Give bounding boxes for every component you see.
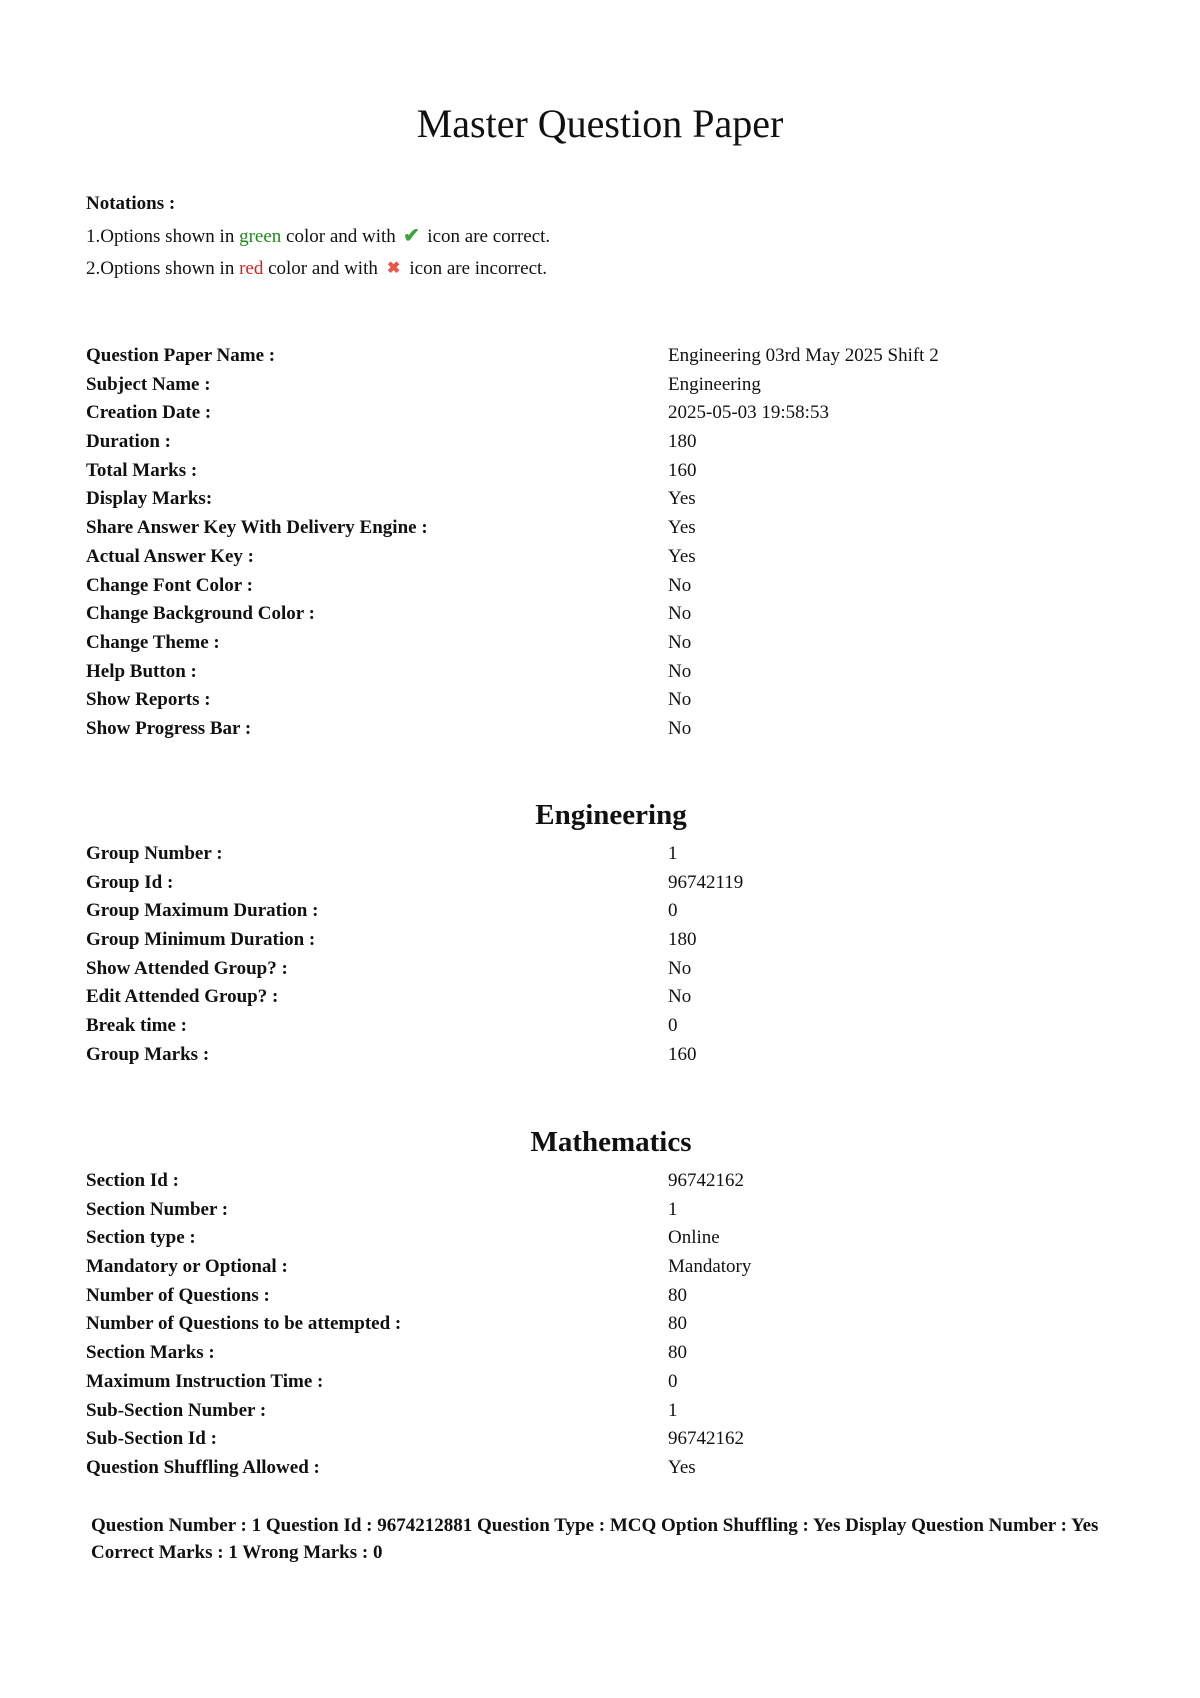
info-value: 160 [668,459,697,481]
notation-correct-prefix: 1.Options shown in [86,226,240,247]
info-value: No [668,574,692,596]
info-row [86,869,1126,898]
section-info-table [86,1167,1126,1483]
notation-incorrect-prefix: 2.Options shown in [86,258,240,279]
info-label: Edit Attended Group? : [86,986,279,1008]
info-label: Sub-Section Number : [86,1399,267,1421]
info-row [86,457,1126,486]
info-value: 0 [668,1015,678,1037]
info-label: Number of Questions to be attempted : [86,1313,402,1335]
info-label: Section Number : [86,1198,229,1220]
info-label: Duration : [86,431,171,453]
info-label: Display Marks: [86,488,213,510]
page-title: Master Question Paper [416,101,784,146]
info-row [86,897,1126,926]
info-row [86,1041,1126,1070]
info-label: Question Shuffling Allowed : [86,1456,320,1478]
question-meta: Question Number : 1 Question Id : 9674212881 Question Type : MCQ Option Shuffling : Yes Display Question Number : Yes [91,1515,1099,1536]
info-row [86,1368,1126,1397]
info-row [86,572,1126,601]
info-value: Engineering 03rd May 2025 Shift 2 [668,345,939,366]
info-value: No [668,717,692,739]
info-row [86,1253,1126,1282]
info-label: Actual Answer Key : [86,545,254,567]
info-value: Mandatory [668,1256,752,1278]
info-row [86,1454,1126,1483]
info-label: Maximum Instruction Time : [86,1370,324,1392]
info-label: Break time : [86,1015,187,1037]
info-row [86,926,1126,955]
info-label: Mandatory or Optional : [86,1256,288,1278]
info-row [86,1425,1126,1454]
info-row [86,1397,1126,1426]
info-label: Group Number : [86,843,223,864]
info-label: Total Marks : [86,459,198,481]
notation-incorrect-middle: color and with [263,258,383,279]
notation-correct [86,220,550,253]
info-label: Section Marks : [86,1342,215,1364]
info-value: Yes [668,517,696,539]
info-value: 96742119 [668,871,744,893]
paper-info-table [86,342,1126,744]
info-row [86,629,1126,658]
info-row [86,543,1126,572]
info-value: 1 [668,1399,678,1421]
info-label: Group Id : [86,871,174,893]
info-row [86,1167,1126,1196]
info-label: Show Progress Bar : [86,717,252,739]
info-row [86,600,1126,629]
info-row [86,342,1126,371]
info-label: Change Font Color : [86,574,253,596]
info-label: Group Maximum Duration : [86,900,319,922]
info-label: Section type : [86,1227,196,1249]
notation-correct-color-word: green [239,226,282,247]
info-row [86,371,1126,400]
info-row [86,1012,1126,1041]
info-row [86,1339,1126,1368]
info-label: Creation Date : [86,402,212,424]
info-value: 1 [668,843,678,864]
info-value: Online [668,1227,720,1249]
info-value: Yes [668,488,696,510]
info-row [86,1196,1126,1225]
group-heading: Engineering [535,799,687,831]
question-marks: Correct Marks : 1 Wrong Marks : 0 [91,1542,383,1563]
notations-heading: Notations : [86,193,176,214]
section-heading: Mathematics [530,1126,692,1158]
info-row [86,686,1126,715]
info-value: 0 [668,900,678,922]
info-value: No [668,957,692,979]
info-value: No [668,603,692,625]
info-value: 96742162 [668,1170,744,1191]
notation-correct-suffix: icon are correct. [422,226,551,247]
info-value: No [668,631,692,653]
info-row [86,983,1126,1012]
info-value: Yes [668,1456,696,1478]
info-label: Show Reports : [86,689,211,711]
question-info [91,1514,1111,1564]
info-label: Number of Questions : [86,1284,270,1306]
info-value: Engineering [668,373,761,395]
info-value: 180 [668,929,697,951]
info-row [86,1224,1126,1253]
cross-icon: ✖ [386,260,401,277]
notation-incorrect [86,253,550,285]
group-info-table [86,840,1126,1070]
info-row [86,485,1126,514]
info-label: Subject Name : [86,373,211,395]
info-label: Help Button : [86,660,197,682]
info-value: No [668,986,692,1008]
info-row [86,514,1126,543]
info-value: 80 [668,1284,687,1306]
info-value: 0 [668,1370,678,1392]
info-value: 1 [668,1198,678,1220]
notation-correct-middle: color and with [281,226,401,247]
info-value: No [668,689,692,711]
info-row [86,428,1126,457]
info-row [86,399,1126,428]
info-row [86,658,1126,687]
info-label: Question Paper Name : [86,345,276,366]
notation-incorrect-suffix: icon are incorrect. [404,258,548,279]
notations-block [86,188,550,285]
info-value: 2025-05-03 19:58:53 [668,402,829,424]
notation-incorrect-color-word: red [239,258,264,279]
info-row [86,840,1126,869]
info-row [86,955,1126,984]
info-value: 180 [668,431,697,453]
info-label: Change Theme : [86,631,220,653]
info-value: 80 [668,1313,687,1335]
info-label: Group Marks : [86,1043,210,1065]
info-label: Change Background Color : [86,603,315,625]
info-label: Share Answer Key With Delivery Engine : [86,517,428,539]
info-value: 160 [668,1043,697,1065]
info-label: Section Id : [86,1170,179,1191]
info-value: No [668,660,692,682]
info-value: 96742162 [668,1428,744,1450]
info-row [86,715,1126,744]
info-value: 80 [668,1342,687,1364]
info-label: Group Minimum Duration : [86,929,316,951]
info-label: Show Attended Group? : [86,957,288,979]
info-row [86,1310,1126,1339]
check-icon: ✔ [403,225,420,247]
info-label: Sub-Section Id : [86,1428,217,1450]
info-value: Yes [668,545,696,567]
info-row [86,1282,1126,1311]
